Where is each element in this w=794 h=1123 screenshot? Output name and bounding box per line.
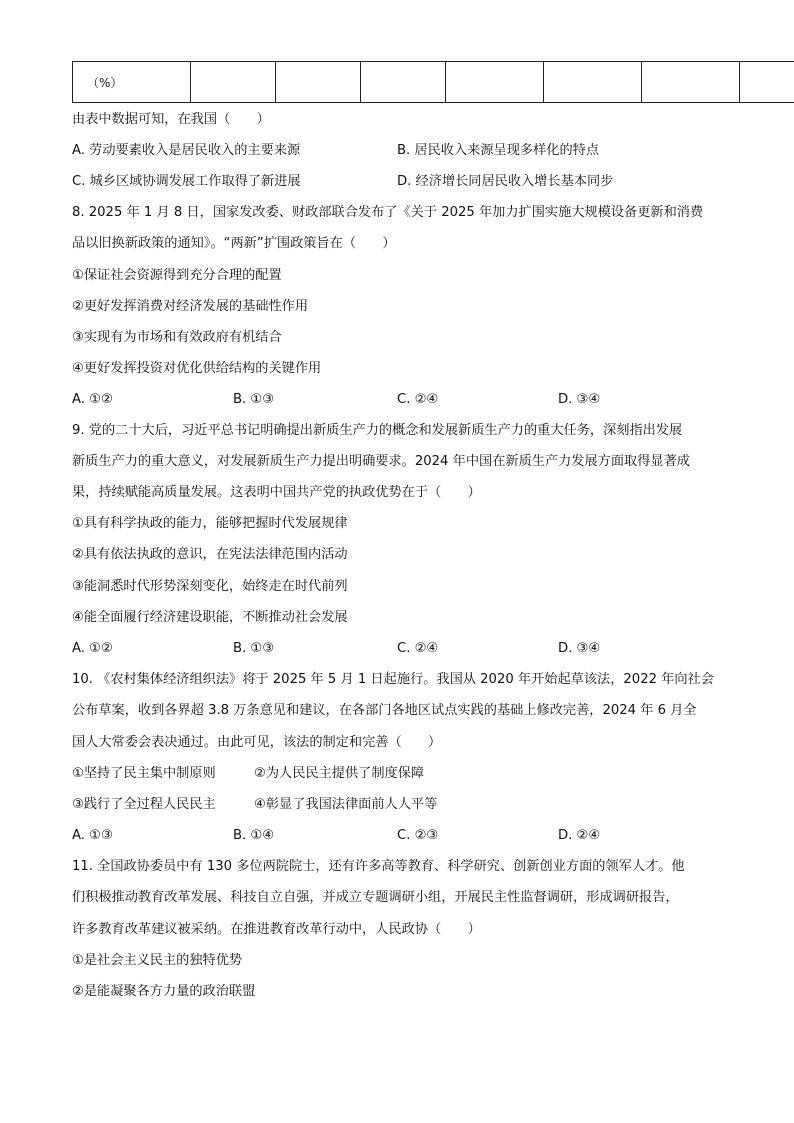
- q9-stem-line1: 9. 党的二十大后，习近平总书记明确提出新质生产力的概念和发展新质生产力的重大任务，深刻指出发展: [72, 423, 683, 438]
- q11-item-1: ①是社会主义民主的独特优势: [72, 953, 243, 968]
- q8-item-3: ③实现有为市场和有效政府有机结合: [72, 330, 282, 345]
- q7-option-b: B. 居民收入来源呈现多样化的特点: [397, 143, 600, 158]
- table-cell: [276, 62, 361, 103]
- q8-option-c: C. ②④: [397, 392, 439, 407]
- q11-stem-line2: 们积极推动教育改革发展、科技自立自强，并成立专题调研小组，开展民主性监督调研，形成调研报告，: [72, 890, 679, 905]
- q7-option-d: D. 经济增长同居民收入增长基本同步: [397, 174, 614, 189]
- q7-stem: 由表中数据可知，在我国（ ）: [72, 112, 270, 127]
- q8-option-b: B. ①③: [233, 392, 275, 407]
- table-row: [73, 62, 794, 103]
- q10-option-a: A. ①③: [72, 828, 113, 843]
- q8-stem-line1: 8. 2025 年 1 月 8 日，国家发改委、财政部联合发布了《关于 2025 年加力扩围实施大规模设备更新和消费: [72, 205, 704, 220]
- q10-stem-line2: 公布草案，收到各界超 3.8 万条意见和建议，在各部门各地区试点实践的基础上修改完善，2024 年 6 月全: [72, 703, 697, 718]
- q10-option-c: C. ②③: [397, 828, 439, 843]
- q10-item-2: ②为人民民主提供了制度保障: [254, 766, 425, 781]
- q9-item-1: ①具有科学执政的能力，能够把握时代发展规律: [72, 516, 348, 531]
- q10-stem-line1: 10. 《农村集体经济组织法》将于 2025 年 5 月 1 日起施行。我国从 2020 年开始起草该法，2022 年向社会: [72, 672, 714, 687]
- q10-option-d: D. ②④: [558, 828, 601, 843]
- q7-option-c: C. 城乡区域协调发展工作取得了新进展: [72, 174, 301, 189]
- table-cell: [361, 62, 446, 103]
- q8-item-1: ①保证社会资源得到充分合理的配置: [72, 268, 282, 283]
- q8-item-2: ②更好发挥消费对经济发展的基础性作用: [72, 299, 309, 314]
- table-cell: [446, 62, 544, 103]
- q9-option-c: C. ②④: [397, 641, 439, 656]
- q10-option-b: B. ①④: [233, 828, 275, 843]
- q9-stem-line3: 果，持续赋能高质量发展。这表明中国共产党的执政优势在于（ ）: [72, 485, 481, 500]
- data-table-fragment: [72, 61, 794, 103]
- q9-item-4: ④能全面履行经济建设职能，不断推动社会发展: [72, 610, 348, 625]
- q9-option-a: A. ①②: [72, 641, 113, 656]
- table-cell-unit: （%）: [73, 62, 191, 103]
- table-cell: [544, 62, 642, 103]
- table-cell: [740, 62, 794, 103]
- q10-item-3: ③践行了全过程人民民主: [72, 797, 216, 812]
- q9-item-3: ③能洞悉时代形势深刻变化，始终走在时代前列: [72, 579, 348, 594]
- q9-item-2: ②具有依法执政的意识，在宪法法律范围内活动: [72, 547, 348, 562]
- q10-item-4: ④彰显了我国法律面前人人平等: [254, 797, 438, 812]
- q7-option-a: A. 劳动要素收入是居民收入的主要来源: [72, 143, 301, 158]
- q8-stem-line2: 品以旧换新政策的通知》。“两新”扩围政策旨在（ ）: [72, 236, 396, 251]
- q11-stem-line1: 11. 全国政协委员中有 130 多位两院院士，还有许多高等教育、科学研究、创新创业方面的领军人才。他: [72, 859, 685, 874]
- q10-stem-line3: 国人大常委会表决通过。由此可见，该法的制定和完善（ ）: [72, 735, 442, 750]
- q9-option-b: B. ①③: [233, 641, 275, 656]
- q9-option-d: D. ③④: [558, 641, 601, 656]
- q8-item-4: ④更好发挥投资对优化供给结构的关键作用: [72, 361, 322, 376]
- q8-option-d: D. ③④: [558, 392, 601, 407]
- q11-stem-line3: 许多教育改革建议被采纳。在推进教育改革行动中，人民政协（ ）: [72, 922, 481, 937]
- table-cell: [191, 62, 276, 103]
- q11-item-2: ②是能凝聚各方力量的政治联盟: [72, 984, 256, 999]
- q10-item-1: ①坚持了民主集中制原则: [72, 766, 216, 781]
- q8-option-a: A. ①②: [72, 392, 113, 407]
- q9-stem-line2: 新质生产力的重大意义，对发展新质生产力提出明确要求。2024 年中国在新质生产力发展方面取得显著成: [72, 454, 690, 469]
- table-cell: [642, 62, 740, 103]
